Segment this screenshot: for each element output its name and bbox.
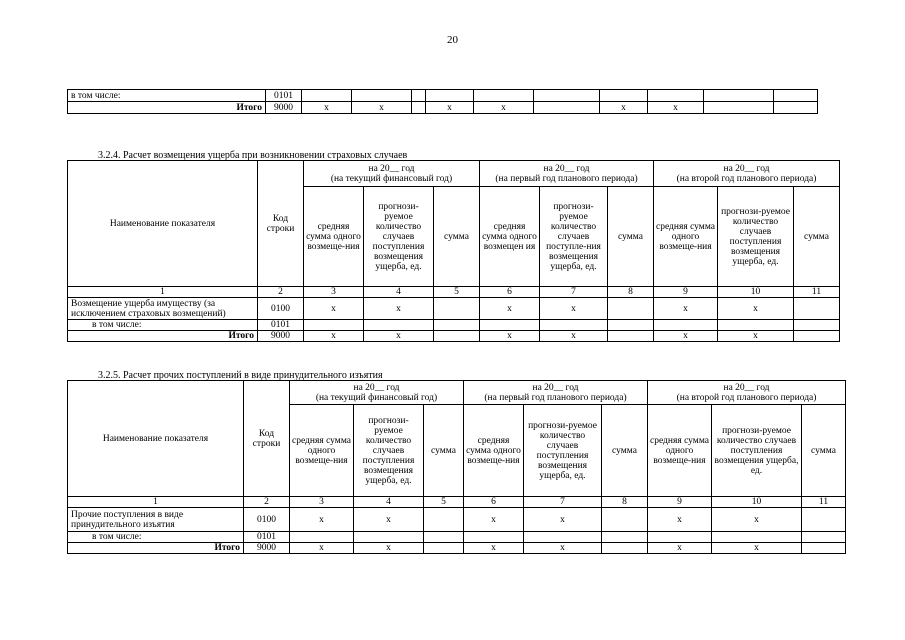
table-cell [802, 543, 846, 554]
column-numbers-row [68, 497, 846, 508]
subheader-average-sum: средняя сумма одного возмеще-ния [304, 187, 364, 287]
row-name: Возмещение ущерба имуществу (за исключением страховых возмещений) [68, 298, 258, 320]
table-cell [364, 320, 434, 331]
period-description: (на первый год планового периода) [495, 173, 638, 184]
table-row [68, 298, 840, 320]
table-cell: x [648, 102, 704, 114]
table-cell [774, 90, 818, 102]
table-cell [704, 90, 774, 102]
section-title-damage: 3.2.4. Расчет возмещения ущерба при возникновении страховых случаев [98, 150, 408, 161]
table-cell: x [540, 298, 608, 320]
table-cell [464, 532, 524, 543]
subheader-average-sum: средняя сумма одного возмеще-ния [464, 405, 524, 497]
subheader-average-sum: средняя сумма одного возмеще-ния [648, 405, 712, 497]
header-row-periods [68, 161, 840, 187]
table-cell [794, 331, 840, 342]
subheader-average-sum: средняя сумма одного возмеще-ния [290, 405, 354, 497]
row-code: 9000 [266, 102, 302, 114]
table-cell: x [426, 102, 474, 114]
table-cell [602, 532, 648, 543]
table-cell [802, 508, 846, 532]
period-year: на 20__ год [543, 163, 590, 174]
subheader-sum: сумма [802, 405, 846, 497]
table-cell [654, 320, 718, 331]
table-cell: x [718, 298, 794, 320]
table-cell: x [290, 508, 354, 532]
table-cell [802, 532, 846, 543]
row-code: 9000 [258, 331, 304, 342]
table-cell: x [600, 102, 648, 114]
table-cell: x [480, 331, 540, 342]
column-number: 11 [794, 287, 840, 298]
subheader-sum: сумма [424, 405, 464, 497]
table-cell [434, 331, 480, 342]
column-number: 5 [434, 287, 480, 298]
column-number: 1 [68, 287, 258, 298]
table-cell: x [364, 298, 434, 320]
subheader-forecast-count: прогнози-руемое количество случаев поступления возмещения ущерба, ед. [718, 187, 794, 287]
subheader-sum: сумма [602, 405, 648, 497]
period-year: на 20__ год [353, 382, 400, 393]
forced-seizure-table [67, 380, 846, 554]
table-row [68, 90, 818, 102]
table-row [68, 331, 840, 342]
table-cell: x [354, 508, 424, 532]
column-header-code: Код строки [244, 381, 290, 497]
column-number: 6 [480, 287, 540, 298]
table-cell [794, 320, 840, 331]
table-cell [712, 532, 802, 543]
table-cell: x [648, 508, 712, 532]
table-cell: x [524, 508, 602, 532]
table-cell [704, 102, 774, 114]
table-cell [434, 320, 480, 331]
row-name: в том числе: [68, 532, 244, 543]
table-cell [794, 298, 840, 320]
table-cell: x [464, 508, 524, 532]
period-header [464, 381, 648, 405]
subheader-sum: сумма [608, 187, 654, 287]
row-name: Прочие поступления в виде принудительного изъятия [68, 508, 244, 532]
period-header [648, 381, 846, 405]
column-number: 9 [654, 287, 718, 298]
subheader-average-sum: средняя сумма одного возмеще-ния [654, 187, 718, 287]
period-year: на 20__ год [368, 163, 415, 174]
column-number: 10 [712, 497, 802, 508]
period-header [304, 161, 480, 187]
subheader-forecast-count: прогнози-руемое количество случаев поступле-ния возмещения ущерба, ед. [540, 187, 608, 287]
column-number: 7 [524, 497, 602, 508]
table-cell: x [524, 543, 602, 554]
column-number: 8 [602, 497, 648, 508]
continuation-table [67, 89, 818, 114]
subheader-forecast-count: прогнози-руемое количество случаев поступления возмещения ущерба, ед. [364, 187, 434, 287]
period-description: (на второй год планового периода) [676, 392, 817, 403]
header-row-periods [68, 381, 846, 405]
table-cell: x [540, 331, 608, 342]
table-cell [648, 90, 704, 102]
period-description: (на второй год планового периода) [676, 173, 817, 184]
row-name: Итого [68, 331, 258, 342]
period-description: (на текущий финансовый год) [330, 173, 453, 184]
subheader-sum: сумма [434, 187, 480, 287]
row-code: 0100 [244, 508, 290, 532]
column-number: 1 [68, 497, 244, 508]
table-cell [608, 331, 654, 342]
period-header [654, 161, 840, 187]
table-row [68, 508, 846, 532]
row-code: 0101 [266, 90, 302, 102]
table-cell: x [352, 102, 412, 114]
table-cell [608, 298, 654, 320]
table-cell [608, 320, 654, 331]
table-cell: x [304, 298, 364, 320]
table-cell: x [718, 331, 794, 342]
period-description: (на первый год планового периода) [484, 392, 627, 403]
table-cell: x [364, 331, 434, 342]
column-number: 2 [244, 497, 290, 508]
table-cell [600, 90, 648, 102]
column-number: 10 [718, 287, 794, 298]
table-cell: x [354, 543, 424, 554]
column-number: 9 [648, 497, 712, 508]
table-cell [480, 320, 540, 331]
table-cell [352, 90, 412, 102]
column-number: 5 [424, 497, 464, 508]
table-cell [434, 298, 480, 320]
period-year: на 20__ год [723, 163, 770, 174]
subheader-average-sum: средняя сумма одного возмещен ия [480, 187, 540, 287]
period-header [290, 381, 464, 405]
table-cell: x [480, 298, 540, 320]
table-cell [302, 90, 352, 102]
row-code: 9000 [244, 543, 290, 554]
row-code: 0101 [258, 320, 304, 331]
table-cell: x [712, 543, 802, 554]
column-header-code: Код строки [258, 161, 304, 287]
table-cell [648, 532, 712, 543]
table-cell: x [290, 543, 354, 554]
column-number: 7 [540, 287, 608, 298]
subheader-forecast-count: прогнози-руемое количество случаев поступления возмещения ущерба, ед. [354, 405, 424, 497]
row-code: 0100 [258, 298, 304, 320]
table-row [68, 543, 846, 554]
table-cell: x [302, 102, 352, 114]
row-name: Итого [68, 543, 244, 554]
column-numbers-row [68, 287, 840, 298]
table-cell [354, 532, 424, 543]
table-cell: x [648, 543, 712, 554]
subheader-forecast-count: прогнози-руемое количество случаев поступления возмещения ущерба, ед. [712, 405, 802, 497]
table-cell: x [654, 298, 718, 320]
table-cell [774, 102, 818, 114]
row-name: в том числе: [68, 90, 266, 102]
table-cell [534, 102, 600, 114]
period-year: на 20__ год [532, 382, 579, 393]
table-cell [426, 90, 474, 102]
table-cell [412, 90, 426, 102]
table-row [68, 532, 846, 543]
column-number: 2 [258, 287, 304, 298]
column-header-name: Наименование показателя [68, 161, 258, 287]
table-row [68, 320, 840, 331]
table-cell [718, 320, 794, 331]
table-cell: x [464, 543, 524, 554]
column-number: 3 [290, 497, 354, 508]
table-cell [424, 532, 464, 543]
column-header-name: Наименование показателя [68, 381, 244, 497]
page-number: 20 [447, 34, 458, 46]
column-number: 4 [354, 497, 424, 508]
table-cell [602, 543, 648, 554]
table-cell [424, 508, 464, 532]
table-cell: x [304, 331, 364, 342]
table-cell [524, 532, 602, 543]
row-code: 0101 [244, 532, 290, 543]
table-cell [534, 90, 600, 102]
column-number: 4 [364, 287, 434, 298]
subheader-forecast-count: прогнози-руемое количество случаев поступления возмещения ущерба, ед. [524, 405, 602, 497]
table-cell [424, 543, 464, 554]
period-header [480, 161, 654, 187]
section-title-forced-seizure: 3.2.5. Расчет прочих поступлений в виде принудительного изъятия [98, 370, 383, 381]
row-name: в том числе: [68, 320, 258, 331]
table-cell [412, 102, 426, 114]
period-year: на 20__ год [723, 382, 770, 393]
row-name: Итого [68, 102, 266, 114]
column-number: 6 [464, 497, 524, 508]
table-cell [474, 90, 534, 102]
period-description: (на текущий финансовый год) [315, 392, 438, 403]
column-number: 8 [608, 287, 654, 298]
column-number: 3 [304, 287, 364, 298]
table-cell [304, 320, 364, 331]
table-cell [540, 320, 608, 331]
table-cell: x [474, 102, 534, 114]
subheader-sum: сумма [794, 187, 840, 287]
table-cell: x [712, 508, 802, 532]
column-number: 11 [802, 497, 846, 508]
damage-compensation-table [67, 160, 840, 342]
table-cell [290, 532, 354, 543]
table-cell: x [654, 331, 718, 342]
table-row [68, 102, 818, 114]
table-cell [602, 508, 648, 532]
